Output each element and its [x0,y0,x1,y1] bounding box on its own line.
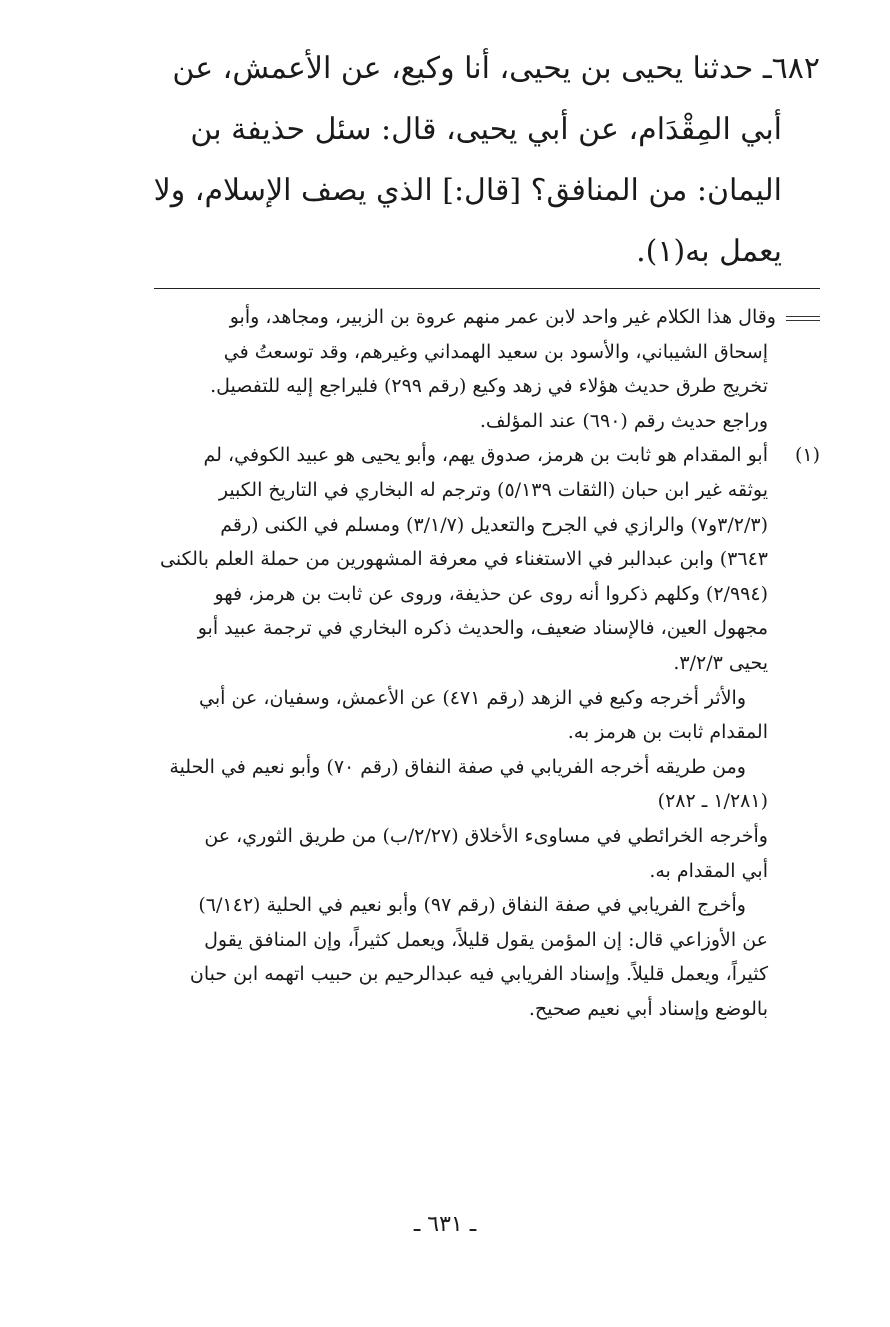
footnote-line: بالوضع وإسناد أبي نعيم صحيح. [528,997,768,1020]
page-number: ـ ٦٣١ ـ [413,1212,477,1237]
footnote-line: ٣٦٤٣) وابن عبدالبر في الاستغناء في معرفة المشهورين من حملة العلم بالكنى [160,548,768,571]
hadith-line: أبي المِقْدَام، عن أبي يحيى، قال: سئل حذيفة بن [190,112,782,147]
footnote-line: إسحاق الشيباني، والأسود بن سعيد الهمداني وغيرهم، وقد توسعتُ في [223,340,768,363]
footnote-line: وقال هذا الكلام غير واحد لابن عمر منهم عروة بن الزبير، ومجاهد، وأبو [100,300,820,335]
footnote-line: (١/٢٨١ ـ ٢٨٢) [657,790,768,813]
footnote-line: (٣/٢/٣و٧) والرازي في الجرح والتعديل (٣/١/٧) ومسلم في الكنى (رقم [220,513,768,536]
footnote-line: والأثر أخرجه وكيع في الزهد (رقم ٤٧١) عن الأعمش، وسفيان، عن أبي [199,686,746,709]
footnote-line: يوثقه غير ابن حبان (الثقات ٥/١٣٩) وترجم له البخاري في التاريخ الكبير [218,478,768,501]
footnote-line: (١)أبو المقدام هو ثابت بن هرمز، صدوق يهم، وأبو يحيى هو عبيد الكوفي، لم [100,438,820,473]
footnote-line: وراجع حديث رقم (٦٩٠) عند المؤلف. [479,409,768,432]
footnote-line: (٢/٩٩٤) وكلهم ذكروا أنه روى عن حذيفة، وروى عن ثابت بن هرمز، فهو [214,582,768,605]
footnote-line: عن الأوزاعي قال: إن المؤمن يقول قليلاً، ويعمل كثيراً، وإن المنافق يقول [204,928,768,951]
footnote-line: أبي المقدام به. [649,859,768,882]
footnote-separator [154,288,820,289]
footnote-line: يحيى ٣/٢/٣. [673,651,768,674]
footnote-line: وأخرجه الخرائطي في مساوىء الأخلاق (٢/٢٧/ب) من طريق الثوري، عن [204,824,768,847]
footnote-line: ومن طريقه أخرجه الفريابي في صفة النفاق (رقم ٧٠) وأبو نعيم في الحلية [169,755,746,778]
hadith-line: ٦٨٢ـ حدثنا يحيى بن يحيى، أنا وكيع، عن الأعمش، عن [172,51,820,86]
continuation-mark [786,316,820,321]
footnote-line: تخريج طرق حديث هؤلاء في زهد وكيع (رقم ٢٩٩) فليراجع إليه للتفصيل. [210,375,768,398]
hadith-text [100,38,820,282]
footnote-line: المقدام ثابت بن هرمز به. [567,721,768,744]
footnote-line: كثيراً، ويعمل قليلاً. وإسناد الفريابي فيه عبدالرحيم بن حبيب اتهمه ابن حبان [189,963,768,986]
footnote-line: وأخرج الفريابي في صفة النفاق (رقم ٩٧) وأبو نعيم في الحلية (٦/١٤٢) [198,894,746,917]
footnote-marker: (١) [794,444,820,467]
footnotes [100,300,820,1026]
footnote-line: مجهول العين، فالإسناد ضعيف، والحديث ذكره البخاري في ترجمة عبيد أبو [197,617,768,640]
hadith-line: اليمان: من المنافق؟ [قال:] الذي يصف الإسلام، ولا [153,173,782,208]
hadith-line: يعمل به(١). [636,234,782,269]
